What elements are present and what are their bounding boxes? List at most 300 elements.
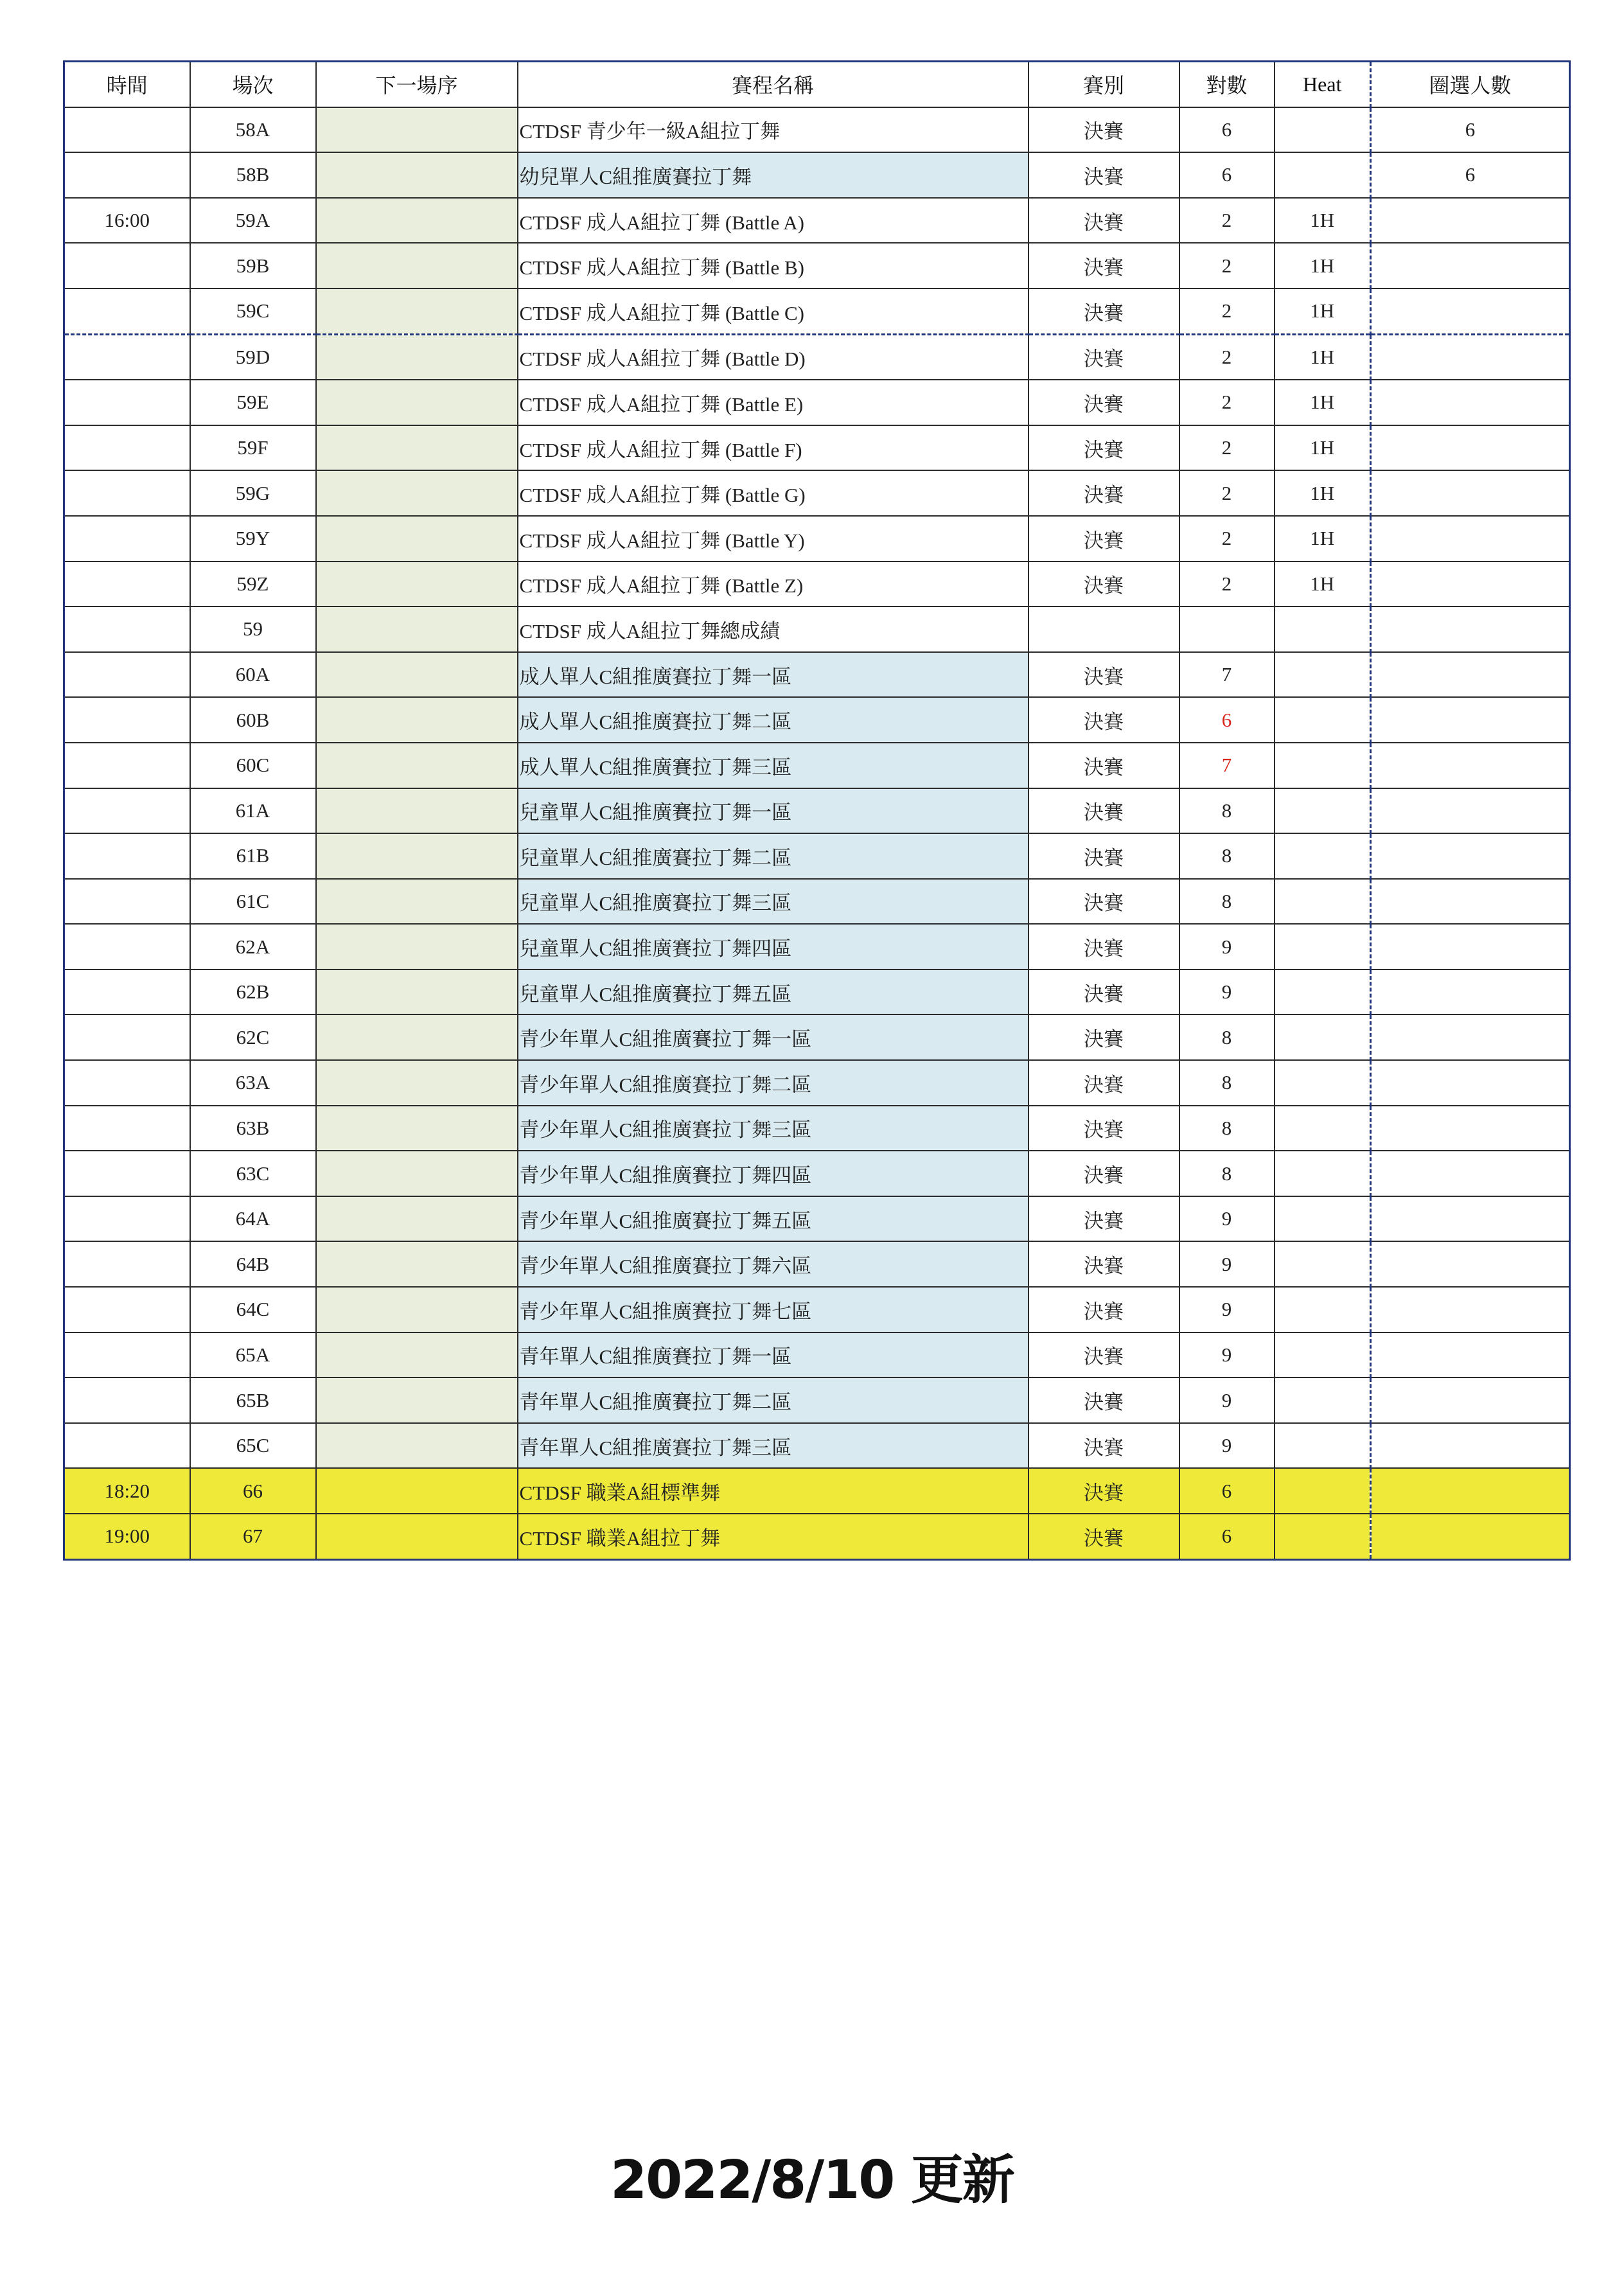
cell-heat <box>1275 879 1371 925</box>
cell-next-order <box>316 425 518 471</box>
cell-event-name: 成人單人C組推廣賽拉丁舞一區 <box>518 652 1028 698</box>
table-row <box>64 198 1570 243</box>
schedule-body <box>64 107 1570 1560</box>
cell-selected-count <box>1371 1014 1570 1060</box>
cell-session: 63A <box>190 1060 316 1106</box>
cell-round: 決賽 <box>1028 562 1179 607</box>
cell-event-name: 青年單人C組推廣賽拉丁舞一區 <box>518 1332 1028 1378</box>
cell-time <box>64 1423 190 1469</box>
cell-event-name: CTDSF 成人A組拉丁舞 (Battle B) <box>518 243 1028 288</box>
cell-session: 64C <box>190 1287 316 1332</box>
cell-time <box>64 562 190 607</box>
cell-pairs: 2 <box>1179 380 1275 425</box>
cell-round: 決賽 <box>1028 516 1179 562</box>
cell-event-name: 青年單人C組推廣賽拉丁舞三區 <box>518 1423 1028 1469</box>
cell-heat <box>1275 152 1371 198</box>
cell-selected-count <box>1371 652 1570 698</box>
cell-next-order <box>316 788 518 834</box>
cell-session: 67 <box>190 1514 316 1559</box>
cell-time <box>64 380 190 425</box>
cell-heat <box>1275 107 1371 153</box>
cell-round: 決賽 <box>1028 1060 1179 1106</box>
cell-event-name: 幼兒單人C組推廣賽拉丁舞 <box>518 152 1028 198</box>
table-row <box>64 243 1570 288</box>
cell-time <box>64 1014 190 1060</box>
header-next-order: 下一場序 <box>316 62 518 107</box>
cell-pairs: 2 <box>1179 198 1275 243</box>
cell-next-order <box>316 1196 518 1242</box>
cell-heat <box>1275 606 1371 652</box>
cell-event-name: 青少年單人C組推廣賽拉丁舞四區 <box>518 1151 1028 1196</box>
cell-round: 決賽 <box>1028 198 1179 243</box>
cell-round: 決賽 <box>1028 425 1179 471</box>
cell-heat <box>1275 1196 1371 1242</box>
cell-next-order <box>316 1287 518 1332</box>
cell-pairs: 6 <box>1179 1468 1275 1514</box>
cell-pairs: 8 <box>1179 879 1275 925</box>
cell-heat <box>1275 1514 1371 1559</box>
table-row <box>64 652 1570 698</box>
table-row <box>64 470 1570 516</box>
cell-round: 決賽 <box>1028 334 1179 380</box>
cell-round: 決賽 <box>1028 652 1179 698</box>
cell-heat: 1H <box>1275 470 1371 516</box>
cell-time <box>64 924 190 969</box>
cell-pairs: 9 <box>1179 1332 1275 1378</box>
cell-round: 決賽 <box>1028 1014 1179 1060</box>
cell-session: 58B <box>190 152 316 198</box>
table-row <box>64 743 1570 788</box>
cell-session: 61B <box>190 833 316 879</box>
table-row <box>64 879 1570 925</box>
cell-time <box>64 425 190 471</box>
cell-next-order <box>316 1241 518 1287</box>
cell-event-name: 成人單人C組推廣賽拉丁舞二區 <box>518 697 1028 743</box>
cell-heat <box>1275 1377 1371 1423</box>
cell-heat: 1H <box>1275 562 1371 607</box>
table-row <box>64 1332 1570 1378</box>
cell-heat: 1H <box>1275 334 1371 380</box>
cell-time <box>64 1377 190 1423</box>
cell-heat <box>1275 1423 1371 1469</box>
cell-event-name: 青少年單人C組推廣賽拉丁舞一區 <box>518 1014 1028 1060</box>
cell-event-name: 兒童單人C組推廣賽拉丁舞一區 <box>518 788 1028 834</box>
cell-session: 62B <box>190 969 316 1015</box>
cell-session: 62C <box>190 1014 316 1060</box>
cell-pairs: 9 <box>1179 1377 1275 1423</box>
cell-selected-count <box>1371 562 1570 607</box>
cell-event-name: CTDSF 成人A組拉丁舞 (Battle A) <box>518 198 1028 243</box>
cell-pairs: 8 <box>1179 1014 1275 1060</box>
cell-next-order <box>316 1332 518 1378</box>
cell-selected-count <box>1371 1287 1570 1332</box>
cell-round: 決賽 <box>1028 1423 1179 1469</box>
table-row <box>64 516 1570 562</box>
cell-session: 64A <box>190 1196 316 1242</box>
cell-session: 58A <box>190 107 316 153</box>
cell-pairs: 8 <box>1179 788 1275 834</box>
header-selected-count: 圈選人數 <box>1371 62 1570 107</box>
cell-time <box>64 833 190 879</box>
cell-event-name: 青少年單人C組推廣賽拉丁舞三區 <box>518 1106 1028 1151</box>
cell-session: 60C <box>190 743 316 788</box>
table-row <box>64 606 1570 652</box>
cell-round: 決賽 <box>1028 107 1179 153</box>
cell-next-order <box>316 562 518 607</box>
cell-next-order <box>316 1468 518 1514</box>
header-pairs: 對數 <box>1179 62 1275 107</box>
cell-selected-count: 6 <box>1371 152 1570 198</box>
cell-time <box>64 879 190 925</box>
cell-selected-count <box>1371 1196 1570 1242</box>
cell-pairs: 2 <box>1179 516 1275 562</box>
cell-time <box>64 1060 190 1106</box>
cell-selected-count <box>1371 334 1570 380</box>
cell-heat <box>1275 833 1371 879</box>
cell-heat <box>1275 924 1371 969</box>
cell-selected-count <box>1371 743 1570 788</box>
cell-heat <box>1275 1287 1371 1332</box>
cell-heat <box>1275 788 1371 834</box>
cell-event-name: CTDSF 職業A組標準舞 <box>518 1468 1028 1514</box>
cell-selected-count <box>1371 788 1570 834</box>
cell-next-order <box>316 198 518 243</box>
table-row <box>64 562 1570 607</box>
cell-heat: 1H <box>1275 198 1371 243</box>
cell-selected-count <box>1371 879 1570 925</box>
cell-heat <box>1275 969 1371 1015</box>
cell-pairs: 2 <box>1179 562 1275 607</box>
cell-round: 決賽 <box>1028 1151 1179 1196</box>
cell-pairs <box>1179 606 1275 652</box>
cell-selected-count <box>1371 606 1570 652</box>
cell-next-order <box>316 1151 518 1196</box>
cell-round: 決賽 <box>1028 788 1179 834</box>
cell-next-order <box>316 879 518 925</box>
cell-event-name: 青年單人C組推廣賽拉丁舞二區 <box>518 1377 1028 1423</box>
table-row <box>64 334 1570 380</box>
cell-time <box>64 1106 190 1151</box>
cell-selected-count <box>1371 470 1570 516</box>
cell-selected-count <box>1371 833 1570 879</box>
cell-pairs: 9 <box>1179 969 1275 1015</box>
cell-session: 59A <box>190 198 316 243</box>
cell-next-order <box>316 1014 518 1060</box>
table-row <box>64 1468 1570 1514</box>
cell-time <box>64 1241 190 1287</box>
cell-round: 決賽 <box>1028 470 1179 516</box>
cell-session: 62A <box>190 924 316 969</box>
cell-round: 決賽 <box>1028 697 1179 743</box>
table-row <box>64 1014 1570 1060</box>
cell-round: 決賽 <box>1028 1196 1179 1242</box>
cell-time <box>64 606 190 652</box>
cell-session: 59D <box>190 334 316 380</box>
cell-session: 61C <box>190 879 316 925</box>
cell-session: 59 <box>190 606 316 652</box>
cell-time <box>64 743 190 788</box>
table-row <box>64 1514 1570 1559</box>
cell-session: 65A <box>190 1332 316 1378</box>
cell-event-name: 青少年單人C組推廣賽拉丁舞二區 <box>518 1060 1028 1106</box>
cell-session: 59Y <box>190 516 316 562</box>
table-row <box>64 1151 1570 1196</box>
cell-round: 決賽 <box>1028 969 1179 1015</box>
cell-session: 66 <box>190 1468 316 1514</box>
cell-heat <box>1275 1060 1371 1106</box>
table-row <box>64 697 1570 743</box>
cell-session: 59C <box>190 288 316 334</box>
cell-selected-count <box>1371 1423 1570 1469</box>
cell-selected-count <box>1371 1332 1570 1378</box>
table-row <box>64 788 1570 834</box>
cell-pairs: 2 <box>1179 470 1275 516</box>
cell-next-order <box>316 1106 518 1151</box>
cell-time <box>64 697 190 743</box>
cell-time <box>64 243 190 288</box>
table-row <box>64 1241 1570 1287</box>
table-row <box>64 1060 1570 1106</box>
header-row <box>64 62 1570 107</box>
cell-next-order <box>316 516 518 562</box>
cell-pairs: 2 <box>1179 334 1275 380</box>
cell-time <box>64 652 190 698</box>
table-row <box>64 425 1570 471</box>
cell-round: 決賽 <box>1028 1377 1179 1423</box>
cell-event-name: 青少年單人C組推廣賽拉丁舞六區 <box>518 1241 1028 1287</box>
cell-pairs: 8 <box>1179 1060 1275 1106</box>
cell-next-order <box>316 1377 518 1423</box>
cell-session: 65C <box>190 1423 316 1469</box>
update-note: 2022/8/10 更新 <box>610 2150 1014 2211</box>
cell-heat: 1H <box>1275 425 1371 471</box>
cell-event-name: 兒童單人C組推廣賽拉丁舞二區 <box>518 833 1028 879</box>
cell-time <box>64 969 190 1015</box>
cell-event-name: CTDSF 成人A組拉丁舞 (Battle E) <box>518 380 1028 425</box>
cell-round: 決賽 <box>1028 1241 1179 1287</box>
cell-session: 60B <box>190 697 316 743</box>
cell-event-name: 兒童單人C組推廣賽拉丁舞四區 <box>518 924 1028 969</box>
cell-pairs: 6 <box>1179 152 1275 198</box>
table-row <box>64 1287 1570 1332</box>
cell-selected-count <box>1371 1106 1570 1151</box>
cell-heat <box>1275 743 1371 788</box>
cell-next-order <box>316 969 518 1015</box>
cell-pairs: 6 <box>1179 1514 1275 1559</box>
header-event-name: 賽程名稱 <box>518 62 1028 107</box>
cell-selected-count: 6 <box>1371 107 1570 153</box>
cell-time <box>64 152 190 198</box>
cell-time: 19:00 <box>64 1514 190 1559</box>
cell-round: 決賽 <box>1028 743 1179 788</box>
table-row <box>64 1377 1570 1423</box>
cell-pairs: 8 <box>1179 833 1275 879</box>
cell-selected-count <box>1371 1377 1570 1423</box>
table-row <box>64 380 1570 425</box>
cell-time <box>64 288 190 334</box>
cell-pairs: 2 <box>1179 288 1275 334</box>
cell-time: 18:20 <box>64 1468 190 1514</box>
cell-event-name: 成人單人C組推廣賽拉丁舞三區 <box>518 743 1028 788</box>
cell-time <box>64 516 190 562</box>
table-row <box>64 152 1570 198</box>
cell-event-name: CTDSF 成人A組拉丁舞總成績 <box>518 606 1028 652</box>
cell-next-order <box>316 697 518 743</box>
table-row <box>64 833 1570 879</box>
cell-time <box>64 1196 190 1242</box>
cell-next-order <box>316 743 518 788</box>
header-time: 時間 <box>64 62 190 107</box>
cell-time <box>64 1332 190 1378</box>
cell-round: 決賽 <box>1028 1287 1179 1332</box>
cell-session: 59G <box>190 470 316 516</box>
cell-selected-count <box>1371 1060 1570 1106</box>
cell-round: 決賽 <box>1028 924 1179 969</box>
cell-event-name: CTDSF 成人A組拉丁舞 (Battle Y) <box>518 516 1028 562</box>
cell-selected-count <box>1371 924 1570 969</box>
table-row <box>64 107 1570 153</box>
cell-selected-count <box>1371 425 1570 471</box>
cell-event-name: CTDSF 成人A組拉丁舞 (Battle D) <box>518 334 1028 380</box>
cell-selected-count <box>1371 198 1570 243</box>
cell-session: 63B <box>190 1106 316 1151</box>
table-row <box>64 1196 1570 1242</box>
cell-session: 61A <box>190 788 316 834</box>
cell-heat: 1H <box>1275 288 1371 334</box>
cell-round: 決賽 <box>1028 1468 1179 1514</box>
cell-session: 59Z <box>190 562 316 607</box>
cell-pairs: 7 <box>1179 652 1275 698</box>
cell-round: 決賽 <box>1028 1332 1179 1378</box>
cell-selected-count <box>1371 1151 1570 1196</box>
cell-selected-count <box>1371 1514 1570 1559</box>
cell-heat: 1H <box>1275 380 1371 425</box>
table-row <box>64 969 1570 1015</box>
cell-pairs: 8 <box>1179 1106 1275 1151</box>
cell-pairs: 2 <box>1179 425 1275 471</box>
cell-time <box>64 788 190 834</box>
cell-heat <box>1275 1014 1371 1060</box>
cell-next-order <box>316 606 518 652</box>
cell-time <box>64 107 190 153</box>
cell-round: 決賽 <box>1028 879 1179 925</box>
cell-time: 16:00 <box>64 198 190 243</box>
table-row <box>64 1423 1570 1469</box>
cell-selected-count <box>1371 243 1570 288</box>
cell-session: 63C <box>190 1151 316 1196</box>
cell-heat <box>1275 1332 1371 1378</box>
cell-selected-count <box>1371 288 1570 334</box>
header-session: 場次 <box>190 62 316 107</box>
cell-event-name: 青少年單人C組推廣賽拉丁舞五區 <box>518 1196 1028 1242</box>
cell-session: 59F <box>190 425 316 471</box>
cell-time <box>64 334 190 380</box>
cell-selected-count <box>1371 380 1570 425</box>
header-round: 賽別 <box>1028 62 1179 107</box>
cell-selected-count <box>1371 697 1570 743</box>
cell-heat <box>1275 697 1371 743</box>
cell-round: 決賽 <box>1028 1514 1179 1559</box>
cell-next-order <box>316 1060 518 1106</box>
cell-event-name: CTDSF 職業A組拉丁舞 <box>518 1514 1028 1559</box>
cell-pairs: 7 <box>1179 743 1275 788</box>
cell-event-name: CTDSF 成人A組拉丁舞 (Battle G) <box>518 470 1028 516</box>
cell-event-name: 兒童單人C組推廣賽拉丁舞五區 <box>518 969 1028 1015</box>
cell-next-order <box>316 1514 518 1559</box>
cell-heat: 1H <box>1275 516 1371 562</box>
cell-next-order <box>316 288 518 334</box>
cell-selected-count <box>1371 969 1570 1015</box>
table-row <box>64 1106 1570 1151</box>
cell-round: 決賽 <box>1028 288 1179 334</box>
cell-heat <box>1275 1468 1371 1514</box>
cell-event-name: CTDSF 成人A組拉丁舞 (Battle C) <box>518 288 1028 334</box>
header-heat: Heat <box>1275 62 1371 107</box>
cell-round: 決賽 <box>1028 243 1179 288</box>
cell-heat <box>1275 1106 1371 1151</box>
cell-selected-count <box>1371 1468 1570 1514</box>
schedule-table <box>63 60 1571 1561</box>
cell-pairs: 9 <box>1179 1287 1275 1332</box>
cell-time <box>64 1287 190 1332</box>
cell-session: 64B <box>190 1241 316 1287</box>
cell-next-order <box>316 924 518 969</box>
cell-heat <box>1275 1151 1371 1196</box>
cell-pairs: 2 <box>1179 243 1275 288</box>
cell-next-order <box>316 833 518 879</box>
cell-session: 60A <box>190 652 316 698</box>
cell-session: 59E <box>190 380 316 425</box>
cell-event-name: CTDSF 成人A組拉丁舞 (Battle Z) <box>518 562 1028 607</box>
cell-next-order <box>316 334 518 380</box>
cell-round: 決賽 <box>1028 1106 1179 1151</box>
cell-event-name: 兒童單人C組推廣賽拉丁舞三區 <box>518 879 1028 925</box>
cell-round: 決賽 <box>1028 833 1179 879</box>
cell-event-name: CTDSF 青少年一級A組拉丁舞 <box>518 107 1028 153</box>
cell-pairs: 9 <box>1179 1241 1275 1287</box>
cell-selected-count <box>1371 1241 1570 1287</box>
cell-pairs: 6 <box>1179 697 1275 743</box>
cell-event-name: CTDSF 成人A組拉丁舞 (Battle F) <box>518 425 1028 471</box>
cell-heat <box>1275 1241 1371 1287</box>
cell-selected-count <box>1371 516 1570 562</box>
cell-pairs: 9 <box>1179 924 1275 969</box>
cell-next-order <box>316 652 518 698</box>
table-row <box>64 288 1570 334</box>
cell-round <box>1028 606 1179 652</box>
cell-next-order <box>316 380 518 425</box>
cell-event-name: 青少年單人C組推廣賽拉丁舞七區 <box>518 1287 1028 1332</box>
cell-pairs: 6 <box>1179 107 1275 153</box>
cell-time <box>64 1151 190 1196</box>
table-row <box>64 924 1570 969</box>
cell-session: 65B <box>190 1377 316 1423</box>
cell-pairs: 9 <box>1179 1196 1275 1242</box>
cell-heat: 1H <box>1275 243 1371 288</box>
cell-round: 決賽 <box>1028 380 1179 425</box>
cell-next-order <box>316 243 518 288</box>
cell-round: 決賽 <box>1028 152 1179 198</box>
cell-next-order <box>316 107 518 153</box>
cell-next-order <box>316 152 518 198</box>
cell-heat <box>1275 652 1371 698</box>
cell-time <box>64 470 190 516</box>
cell-pairs: 8 <box>1179 1151 1275 1196</box>
cell-pairs: 9 <box>1179 1423 1275 1469</box>
cell-next-order <box>316 1423 518 1469</box>
cell-session: 59B <box>190 243 316 288</box>
cell-next-order <box>316 470 518 516</box>
